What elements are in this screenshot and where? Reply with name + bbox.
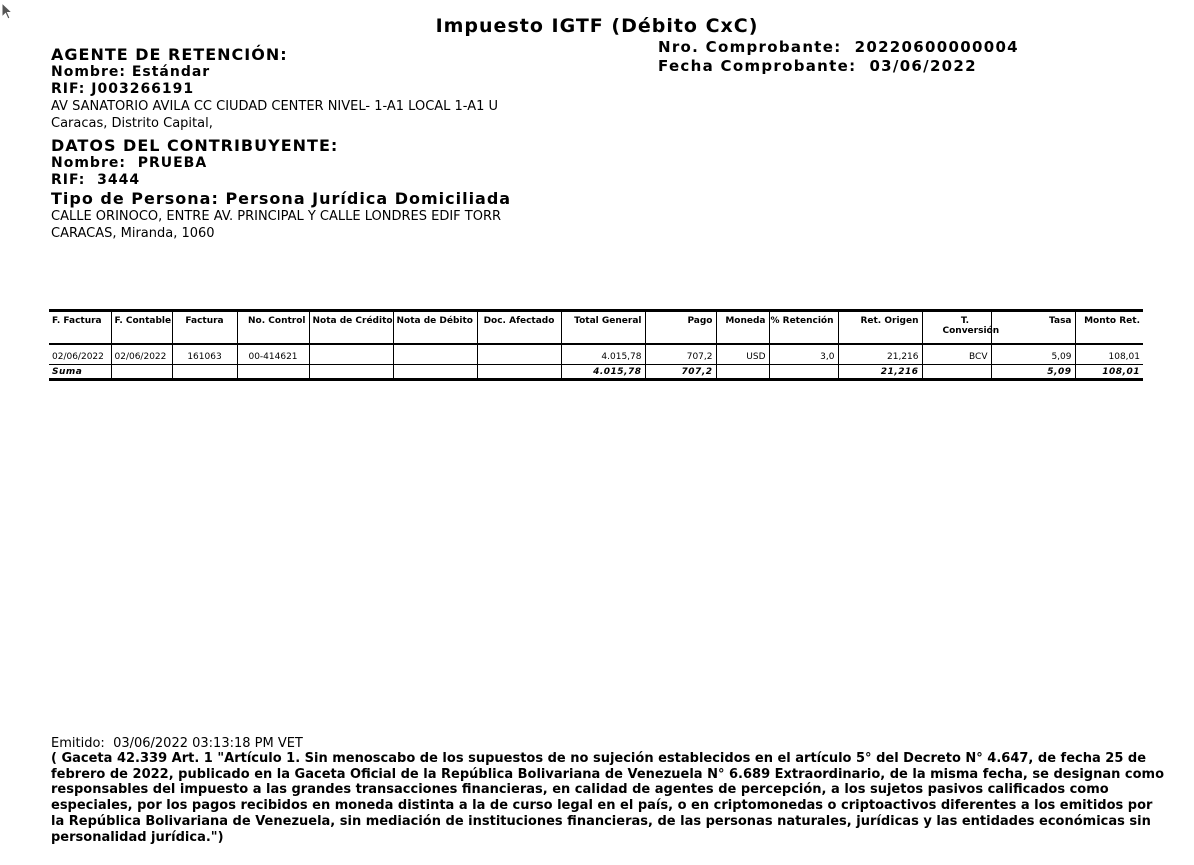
cell-total-general: 4.015,78 xyxy=(561,344,645,365)
cell-f-factura: 02/06/2022 xyxy=(52,351,104,362)
table-sum-row xyxy=(49,365,1143,380)
sum-factura xyxy=(172,365,237,380)
agente-nombre-label: Nombre: xyxy=(51,64,126,80)
col-f-contable: F. Contable xyxy=(111,311,172,345)
contribuyente-rif-label: RIF: xyxy=(51,172,86,188)
nro-comprobante-value: 20220600000004 xyxy=(854,38,1019,56)
agente-rif: J003266191 xyxy=(91,81,195,97)
sum-monto-ret: 108,01 xyxy=(1075,365,1143,380)
sum-retencion xyxy=(769,365,838,380)
sum-ret-origen: 21,216 xyxy=(838,365,922,380)
retenciones-table xyxy=(49,309,1143,381)
cell-nota-credito xyxy=(309,344,393,365)
col-no-control: No. Control xyxy=(237,311,309,345)
cell-ret-origen: 21,216 xyxy=(838,344,922,365)
sum-total-general: 4.015,78 xyxy=(561,365,645,380)
cell-doc-afectado xyxy=(477,344,561,365)
contribuyente-direccion-1: CALLE ORINOCO, ENTRE AV. PRINCIPAL Y CALLE LONDRES EDIF TORR xyxy=(51,209,502,224)
col-t-conversion: T. Conversión xyxy=(922,311,991,345)
col-nota-debito: Nota de Débito xyxy=(393,311,477,345)
cell-factura: 161063 xyxy=(172,344,237,365)
col-factura: Factura xyxy=(172,311,237,345)
col-monto-ret: Monto Ret. xyxy=(1075,311,1143,345)
col-total-general: Total General xyxy=(561,311,645,345)
fecha-comprobante-value: 03/06/2022 xyxy=(869,57,977,75)
col-nota-credito: Nota de Crédito xyxy=(309,311,393,345)
cell-monto-ret: 108,01 xyxy=(1075,344,1143,365)
document-title: Impuesto IGTF (Débito CxC) xyxy=(435,15,759,37)
cell-f-contable: 02/06/2022 xyxy=(111,344,172,365)
agente-nombre: Estándar xyxy=(131,64,211,80)
sum-moneda xyxy=(716,365,769,380)
fecha-comprobante-label: Fecha Comprobante: xyxy=(658,57,857,75)
table-header-row xyxy=(49,311,1143,345)
col-moneda: Moneda xyxy=(716,311,769,345)
cell-pago: 707,2 xyxy=(645,344,716,365)
legal-note: ( Gaceta 42.339 Art. 1 "Artículo 1. Sin menoscabo de los supuestos de no sujeción establecidos en el artículo 5° del Decreto N° 4.647, de fecha 25 de febrero de 2022, publicado en la Gaceta Oficial de la República Bolivariana de Venezuela N° 6.689 Extraordinario, de la misma fecha, se designan como responsables del impuesto a las grandes transacciones financieras, en calidad de agentes de percepción, a los sujetos pasivos calificados como especiales, por los pagos recibidos en moneda distinta a la de curso legal en el país, o en criptomonedas o criptoactivos diferentes a los emitidos por la República Bolivariana de Venezuela, sin mediación de instituciones financieras, de las personas naturales, jurídicas y las entidades económicas sin personalidad jurídica.") xyxy=(51,751,1164,845)
contribuyente-nombre-label: Nombre: xyxy=(51,155,126,171)
cell-no-control: 00-414621 xyxy=(237,344,309,365)
agente-heading: AGENTE DE RETENCIÓN: xyxy=(51,45,288,64)
cell-tasa: 5,09 xyxy=(991,344,1075,365)
sum-t-conversion xyxy=(922,365,991,380)
agente-rif-label: RIF: xyxy=(51,81,86,97)
contribuyente-rif: 3444 xyxy=(97,172,141,188)
col-f-factura: F. Factura xyxy=(49,311,111,345)
contribuyente-direccion-2: CARACAS, Miranda, 1060 xyxy=(51,226,215,241)
contribuyente-heading: DATOS DEL CONTRIBUYENTE: xyxy=(51,136,339,155)
nro-comprobante-label: Nro. Comprobante: xyxy=(658,38,842,56)
emitido-line xyxy=(51,736,303,751)
cell-moneda: USD xyxy=(716,344,769,365)
col-tasa: Tasa xyxy=(991,311,1075,345)
comprobante-info xyxy=(658,38,1019,76)
agente-direccion-2: Caracas, Distrito Capital, xyxy=(51,116,213,131)
sum-no-control xyxy=(237,365,309,380)
sum-pago: 707,2 xyxy=(645,365,716,380)
cell-nota-debito xyxy=(393,344,477,365)
sum-f-contable xyxy=(111,365,172,380)
emitido-value: 03/06/2022 03:13:18 PM VET xyxy=(113,736,303,751)
sum-nota-debito xyxy=(393,365,477,380)
emitido-label: Emitido: xyxy=(51,736,105,751)
sum-label: Suma xyxy=(49,365,111,380)
tipo-persona-label: Tipo de Persona: xyxy=(51,189,219,208)
cell-retencion: 3,0 xyxy=(769,344,838,365)
sum-tasa: 5,09 xyxy=(991,365,1075,380)
col-retencion: % Retención xyxy=(769,311,838,345)
col-pago: Pago xyxy=(645,311,716,345)
table-row xyxy=(49,344,1143,365)
tipo-persona-value: Persona Jurídica Domiciliada xyxy=(225,189,512,208)
contribuyente-nombre: PRUEBA xyxy=(137,155,208,171)
sum-doc-afectado xyxy=(477,365,561,380)
col-ret-origen: Ret. Origen xyxy=(838,311,922,345)
cell-t-conversion: BCV xyxy=(922,344,991,365)
contribuyente-section xyxy=(51,137,511,242)
sum-nota-credito xyxy=(309,365,393,380)
agente-direccion-1: AV SANATORIO AVILA CC CIUDAD CENTER NIVEL- 1-A1 LOCAL 1-A1 U xyxy=(51,99,499,114)
agente-section xyxy=(51,46,498,132)
col-doc-afectado: Doc. Afectado xyxy=(477,311,561,345)
